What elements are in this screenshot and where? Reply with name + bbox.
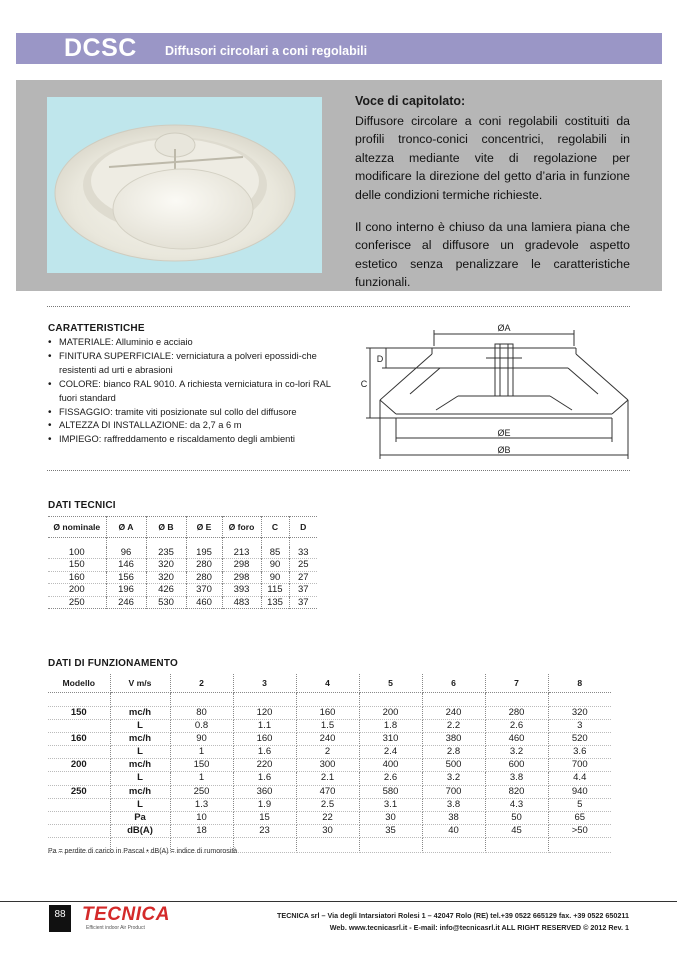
table-row [48,547,317,559]
table-cell: 1.6 [233,772,296,785]
column-header: Ø E [186,517,222,538]
table-header-row [48,674,611,693]
table-cell: 90 [170,733,233,746]
spacer-cell [186,538,222,548]
table-cell: 580 [359,785,422,798]
table-cell: 0.8 [170,720,233,733]
column-header: 7 [485,674,548,693]
table-cell: 30 [296,824,359,837]
table-cell: dB(A) [110,824,170,837]
column-header: Modello [48,674,110,693]
specification-heading: Voce di capitolato: [355,94,466,108]
footer-divider [0,901,677,902]
table-cell: >50 [548,824,611,837]
dimension-label-e: ØE [497,428,511,438]
table-cell: 700 [422,785,485,798]
table-cell: 320 [146,559,186,571]
table-cell: 300 [296,759,359,772]
table-cell: 240 [296,733,359,746]
table-cell: 320 [548,707,611,720]
column-header: V m/s [110,674,170,693]
spacer-cell [222,538,261,548]
spacer-cell [48,693,110,707]
table-cell: 23 [233,824,296,837]
table-cell: 80 [170,707,233,720]
table-cell: 3.2 [422,772,485,785]
table-row [48,584,317,596]
table-cell: 460 [186,596,222,608]
table-row [48,596,317,608]
product-code: DCSC [64,34,137,62]
column-header: Ø foro [222,517,261,538]
table-cell [48,746,110,759]
table-cell: 115 [261,584,289,596]
table-cell: 3.1 [359,798,422,811]
table-cell: 1.8 [359,720,422,733]
table-cell: 250 [48,785,110,798]
characteristic-item: • COLORE: bianco RAL 9010. A richiesta verniciatura in co-lori RAL fuori standard [48,378,333,406]
spacer-cell [296,693,359,707]
column-header: Ø nominale [48,517,106,538]
spacer-cell [170,693,233,707]
table-cell: 1.6 [233,746,296,759]
spacer-cell [359,837,422,852]
table-cell: 235 [146,547,186,559]
table-cell: 200 [359,707,422,720]
table-cell: 310 [359,733,422,746]
table-cell: 460 [485,733,548,746]
column-header: 2 [170,674,233,693]
table-cell: 90 [261,559,289,571]
spacer-row [48,538,317,548]
spacer-cell [146,538,186,548]
characteristics-heading: CARATTERISTICHE [48,323,145,334]
column-header: 4 [296,674,359,693]
table-cell: 18 [170,824,233,837]
table-cell: 150 [170,759,233,772]
spacer-cell [422,693,485,707]
table-header-row [48,517,317,538]
table-cell: 37 [297,584,309,596]
table-cell: 38 [422,811,485,824]
table-cell: 150 [48,707,110,720]
table-cell: 96 [106,547,146,559]
table-cell: Pa [110,811,170,824]
table-row [48,559,317,571]
company-contacts: Web. www.tecnicasrl.it - E-mail: info@tecnicasrl.it ALL RIGHT RESERVED © 2012 Rev. 1 [329,923,629,932]
dimension-label-b: ØB [497,445,511,455]
intro-paragraph-2: Il cono interno è chiuso da una lamiera piana che conferisce al diffusore un gradevole aspetto estetico senza penalizzare le caratteristiche funzionali. [355,220,630,290]
table-cell: 2.6 [359,772,422,785]
table-cell: 33 [297,547,309,558]
spacer-cell [106,538,146,548]
table-cell: 10 [170,811,233,824]
spacer-cell [485,693,548,707]
logo-tagline: Efficient indoor Air Product [86,925,145,931]
table-cell [48,720,110,733]
table-row [48,772,611,785]
table-cell: 320 [146,571,186,583]
table-cell: 22 [296,811,359,824]
intro-paragraph-1: Diffusore circolare a coni regolabili costituiti da profili tronco-conici concentrici, regolabili in altezza mediante vite di regolazione per modificare la direzione del getto d’aria in funzione delle condizioni termiche richieste. [355,114,630,202]
table-cell: 250 [170,785,233,798]
table-cell: L [110,772,170,785]
column-header: D [300,522,307,532]
table-cell [48,811,110,824]
table-cell: 120 [233,707,296,720]
spacer-cell [548,693,611,707]
table-row [48,707,611,720]
technical-data-heading: DATI TECNICI [48,500,116,511]
table-cell: 1 [170,746,233,759]
table-cell: 195 [186,547,222,559]
table-cell: 135 [261,596,289,608]
table-cell: 298 [222,571,261,583]
table-cell: 15 [233,811,296,824]
characteristic-item: • FINITURA SUPERFICIALE: verniciatura a polveri epossidi-che resistenti ad urti e abrasioni [48,350,333,378]
table-cell: 85 [261,547,289,559]
table-cell: 820 [485,785,548,798]
technical-drawing [340,318,640,464]
table-row [48,746,611,759]
table-cell: 213 [222,547,261,559]
characteristic-item: • FISSAGGIO: tramite viti posizionate sul collo del diffusore [48,406,333,420]
company-address: TECNICA srl – Via degli Intarsiatori Rolesi 1 – 42047 Rolo (RE) tel.+39 0522 665129 fax. +39 0522 650211 [277,911,629,920]
table-cell: 1 [170,772,233,785]
table-row [48,571,317,583]
table-cell: 100 [48,547,106,559]
table-cell: 156 [106,571,146,583]
spacer-cell [422,837,485,852]
spacer-cell [296,837,359,852]
table-cell: 530 [146,596,186,608]
dimension-label-a: ØA [497,323,511,333]
table-row [48,824,611,837]
section-divider [47,470,630,471]
characteristics-list [48,336,333,447]
table-cell: 220 [233,759,296,772]
table-cell: 2.4 [359,746,422,759]
table-cell [48,824,110,837]
table-cell: 150 [48,559,106,571]
dimension-label-c: C [360,379,368,389]
table-cell: mc/h [110,707,170,720]
table-cell: 1.9 [233,798,296,811]
column-header: 6 [422,674,485,693]
table-cell: 426 [146,584,186,596]
spacer-cell [485,837,548,852]
table-cell: 2.5 [296,798,359,811]
column-header: 8 [548,674,611,693]
column-header: C [261,517,289,538]
table-cell: 160 [48,733,110,746]
table-cell: 2.1 [296,772,359,785]
table-cell: 200 [48,759,110,772]
table-cell: 380 [422,733,485,746]
spacer-cell [289,538,317,548]
table-cell: mc/h [110,759,170,772]
table-cell: L [110,746,170,759]
product-subtitle: Diffusori circolari a coni regolabili [165,44,368,58]
characteristic-item: • IMPIEGO: raffreddamento e riscaldamento degli ambienti [48,433,333,447]
table-cell: 393 [222,584,261,596]
table-cell: 600 [485,759,548,772]
table-row [48,785,611,798]
table-cell: 700 [548,759,611,772]
table-cell: 2.6 [485,720,548,733]
table-cell: 483 [222,596,261,608]
table-cell: 1.5 [296,720,359,733]
functional-data-heading: DATI DI FUNZIONAMENTO [48,658,178,669]
technical-data-table [48,516,317,609]
page-number: 88 [49,905,71,932]
table-cell: 280 [186,559,222,571]
column-header: 3 [233,674,296,693]
column-header: Ø B [146,517,186,538]
table-cell: 50 [485,811,548,824]
table-cell: 27 [297,571,309,583]
characteristic-item: • MATERIALE: Alluminio e acciaio [48,336,333,350]
table-cell: 3 [548,720,611,733]
table-row [48,733,611,746]
column-header: 5 [359,674,422,693]
table-cell: 45 [485,824,548,837]
table-row [48,811,611,824]
table-cell [48,772,110,785]
table-cell: 196 [106,584,146,596]
table-cell: 160 [296,707,359,720]
table-cell: 3.8 [485,772,548,785]
table-cell: 500 [422,759,485,772]
table-cell: 1.1 [233,720,296,733]
table-cell: 4.4 [548,772,611,785]
table-cell: 90 [261,571,289,583]
table-cell: 240 [422,707,485,720]
table-cell: 246 [106,596,146,608]
table-cell: 160 [48,571,106,583]
footnote: Pa = perdite di carico in Pascal • dB(A) = indice di rumorosità [48,848,238,855]
diffuser-photo-illustration [47,97,322,273]
table-cell: 250 [48,596,106,608]
spacer-cell [110,693,170,707]
table-cell: 4.3 [485,798,548,811]
column-header: Ø A [106,517,146,538]
table-row [48,759,611,772]
table-cell: 520 [548,733,611,746]
table-cell: 65 [548,811,611,824]
spacer-cell [48,538,106,548]
dimension-label-d: D [376,354,384,364]
spacer-cell [233,837,296,852]
table-row [48,720,611,733]
table-cell: 5 [548,798,611,811]
spacer-cell [359,693,422,707]
table-cell: 2.8 [422,746,485,759]
table-cell: 400 [359,759,422,772]
table-cell: 30 [359,811,422,824]
spacer-cell [261,538,289,548]
table-cell [48,798,110,811]
table-cell: 470 [296,785,359,798]
table-cell: 2 [296,746,359,759]
company-logo: TECNICA [82,904,170,925]
spacer-row [48,693,611,707]
spacer-cell [548,837,611,852]
table-cell: 280 [485,707,548,720]
table-row [48,798,611,811]
table-cell: 3.6 [548,746,611,759]
table-cell: L [110,798,170,811]
table-cell: 25 [297,559,309,571]
functional-data-table [48,674,611,853]
section-divider [47,306,630,307]
product-photo [47,97,322,273]
table-cell: 37 [297,596,309,608]
table-cell: L [110,720,170,733]
table-cell: mc/h [110,733,170,746]
table-cell: 40 [422,824,485,837]
table-cell: 940 [548,785,611,798]
spacer-cell [233,693,296,707]
table-cell: mc/h [110,785,170,798]
table-cell: 2.2 [422,720,485,733]
table-cell: 370 [186,584,222,596]
table-cell: 280 [186,571,222,583]
table-cell: 35 [359,824,422,837]
table-cell: 160 [233,733,296,746]
characteristic-item: • ALTEZZA DI INSTALLAZIONE: da 2,7 a 6 m [48,419,333,433]
table-cell: 146 [106,559,146,571]
table-cell: 200 [48,584,106,596]
table-cell: 3.2 [485,746,548,759]
table-cell: 360 [233,785,296,798]
table-cell: 1.3 [170,798,233,811]
table-cell: 298 [222,559,261,571]
table-cell: 3.8 [422,798,485,811]
